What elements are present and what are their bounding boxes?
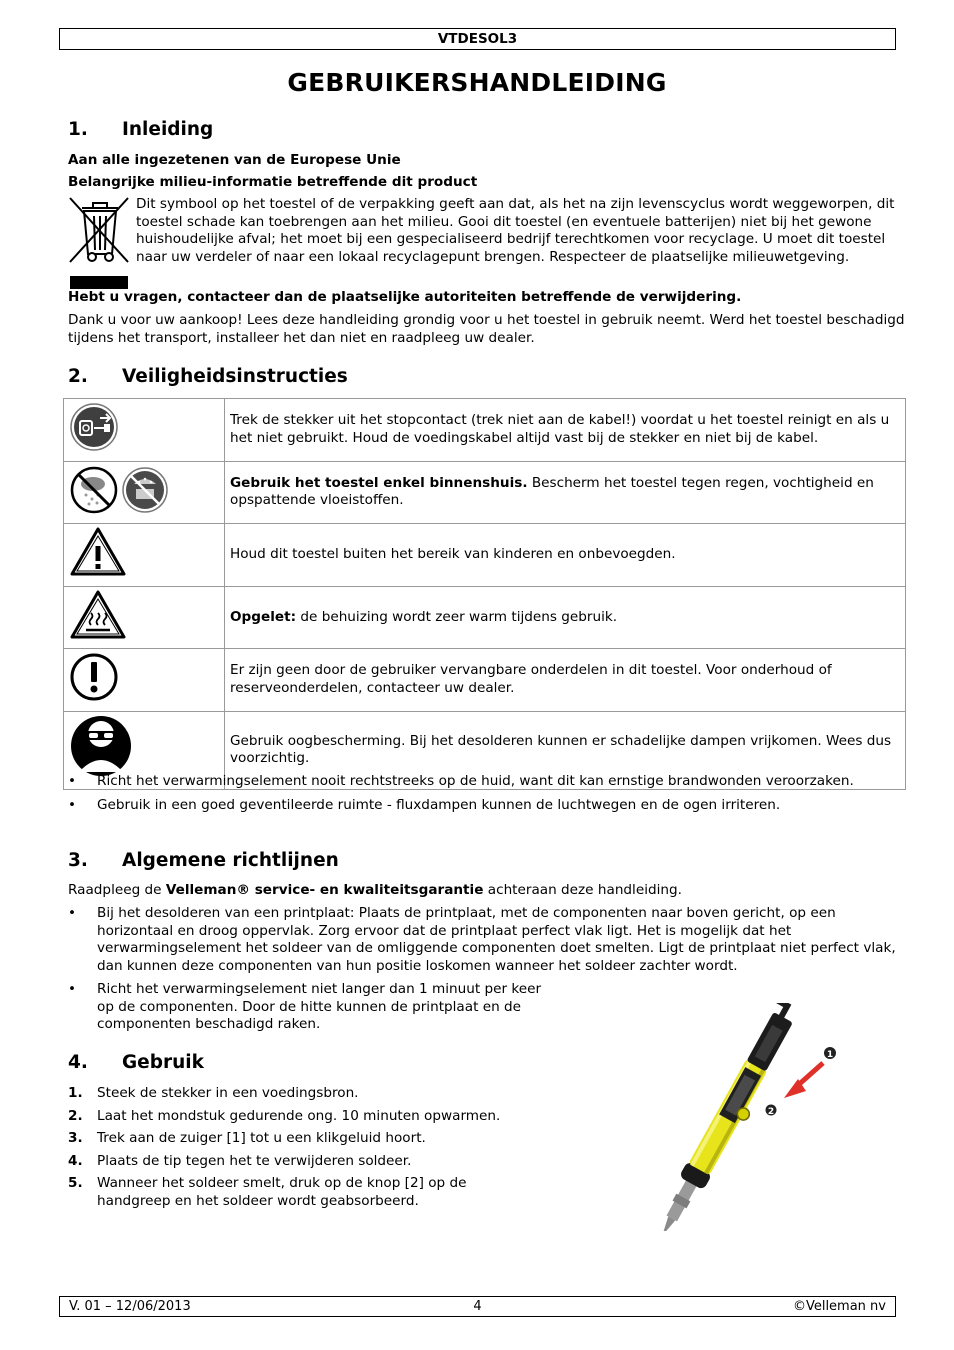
bullet-text: Richt het verwarmingselement niet langer dan 1 minuut per keer op de componenten. Door de hitte kunnen de printplaat en de componenten beschadigd raken. [97,981,542,1032]
safety-text: Gebruik oogbescherming. Bij het desolderen kunnen er schadelijke dampen vrijkomen. Wees dus voorzichtig. [230,732,892,767]
step-text: Plaats de tip tegen het te verwijderen soldeer. [97,1152,412,1169]
section-number: 1. [68,119,88,140]
copyright-label: ©Velleman nv [792,1299,886,1314]
warning-triangle-icon [64,524,224,580]
section-3-heading [68,849,339,873]
step-number: 1. [68,1085,83,1101]
bullet-dot: • [68,981,77,997]
indoor-use-only-icon [64,462,224,518]
exclamation-circle-icon [64,649,224,705]
step-text: Steek de stekker in een voedingsbron. [97,1085,359,1101]
step-number: 3. [68,1130,83,1146]
list-item [68,981,542,1034]
safety-text-cell [225,524,906,587]
document-footer [59,1296,896,1317]
safety-icon-cell [64,399,225,462]
safety-table [63,398,906,790]
list-item [68,905,898,975]
step-number: 5. [68,1175,83,1191]
guidelines-intro [68,882,908,900]
safety-bullets [68,773,898,820]
eu-heading: Aan alle ingezetenen van de Europese Unie [68,152,401,168]
step-text: Trek aan de zuiger [1] tot u een klikgeluid hoort. [97,1130,426,1146]
section-title: Algemene richtlijnen [122,850,339,871]
safety-text: Bescherm het toestel tegen regen, vochtigheid en opspattende vloeistoffen. [230,474,874,509]
bullet-text: Richt het verwarmingselement nooit rechtstreeks op de huid, want dit kan ernstige brandwonden veroorzaken. [97,773,854,789]
safety-text: de behuizing wordt zeer warm tijdens gebruik. [296,608,618,625]
safety-text-cell [225,399,906,462]
section-title: Gebruik [122,1052,204,1073]
safety-bold: Opgelet: [230,608,297,625]
callout-2-label: 2 [767,1107,775,1117]
safety-row [64,586,906,649]
safety-text: Er zijn geen door de gebruiker vervangbare onderdelen in dit toestel. Voor onderhoud of reserveonderdelen, contacteer uw dealer. [230,662,832,696]
section-2-heading [68,365,348,389]
section-number: 4. [68,1052,88,1073]
step-text: Laat het mondstuk gedurende ong. 10 minuten opwarmen. [97,1107,501,1124]
unplug-icon [64,399,224,455]
version-label: V. 01 – 12/06/2013 [69,1299,191,1314]
safety-bold: Gebruik het toestel enkel binnenshuis. [230,474,528,491]
bullet-dot: • [68,796,77,813]
safety-icon-cell [64,586,225,649]
document-header [59,28,896,50]
safety-text-cell [225,649,906,712]
section-number: 3. [68,850,88,871]
safety-icon-cell [64,649,225,712]
list-item [68,1108,548,1126]
safety-text-cell [225,586,906,649]
safety-text: Trek de stekker uit het stopcontact (trek niet aan de kabel!) voordat u het toestel reinigt en als u het niet gebruikt. Houd de voedingskabel altijd vast bij de stekker en niet bij de kabel. [230,412,890,446]
list-item [68,1085,548,1103]
safety-icon-cell [64,461,225,524]
safety-row [64,524,906,587]
section-1-heading [68,118,213,142]
list-item [68,773,898,791]
thanks-paragraph: Dank u voor uw aankoop! Lees deze handleiding grondig voor u het toestel in gebruik neemt. Werd het toestel beschadigd tijdens het transport, installeer het dan niet en raadpleeg uw dealer. [68,312,905,346]
safety-row [64,461,906,524]
list-item [68,797,898,815]
section-title: Inleiding [122,119,214,140]
safety-text-cell [225,461,906,524]
warranty-reference: Velleman® service- en kwaliteitsgarantie [165,882,484,898]
weee-crossed-bin-icon [68,196,130,290]
safety-row [64,649,906,712]
list-item [68,1175,527,1210]
disposal-questions: Hebt u vragen, contacteer dan de plaatselijke autoriteiten betreffende de verwijdering. [68,289,742,305]
hot-surface-icon [64,587,224,643]
page-title: GEBRUIKERSHANDLEIDING [287,68,667,97]
environment-text: Dit symbool op het toestel of de verpakking geeft aan dat, als het na zijn levenscyclus wordt weggeworpen, dit toestel schade kan toebrengen aan het milieu. Gooi dit toestel (en eventuele batterijen) niet bij het gewone huishoudelijke afval; het moet bij een gespecialiseerd bedrijf terechtkomen voor recyclage. U moet dit toestel naar uw verdeler of naar een lokaal recyclagepunt brengen. Respecteer de plaatselijke milieuwetgeving. [136,196,895,265]
model-number: VTDESOL3 [437,31,518,47]
step-number: 2. [68,1107,83,1124]
bullet-text: Gebruik in een goed geventileerde ruimte - fluxdampen kunnen de luchtwegen en de ogen irriteren. [97,796,781,813]
safety-icon-cell [64,524,225,587]
bullet-dot: • [68,773,77,789]
env-heading: Belangrijke milieu-informatie betreffende dit product [68,174,478,190]
bullet-text: Bij het desolderen van een printplaat: Plaats de printplaat, met de componenten naar boven gericht, op een horizontaal en droog oppervlak. Zorg ervoor dat de printplaat perfect vlak ligt. Het is mogelijk dat het verwarmingselement het soldeer van de omliggende componenten doet smelten. Ligt de printplaat niet perfect vlak, dan kunnen deze componenten van hun positie loskomen wanneer het soldeer zachter wordt. [97,905,896,974]
bullet-dot: • [68,905,77,921]
list-item [68,1153,548,1171]
usage-steps [68,1085,548,1215]
section-number: 2. [68,366,88,387]
list-item [68,1130,548,1148]
intro-text: achteraan deze handleiding. [483,882,682,898]
step-number: 4. [68,1152,83,1169]
section-4-heading [68,1051,204,1075]
intro-text: Raadpleeg de [68,882,166,898]
safety-row [64,399,906,462]
page-number: 4 [473,1299,482,1314]
section-title: Veiligheidsinstructies [122,366,348,387]
desoldering-pump-figure [618,1003,848,1231]
callout-1-label: 1 [826,1050,834,1060]
safety-text: Houd dit toestel buiten het bereik van kinderen en onbevoegden. [230,546,676,562]
step-text: Wanneer het soldeer smelt, druk op de knop [2] op de handgreep en het soldeer wordt geabsorbeerd. [97,1175,467,1209]
